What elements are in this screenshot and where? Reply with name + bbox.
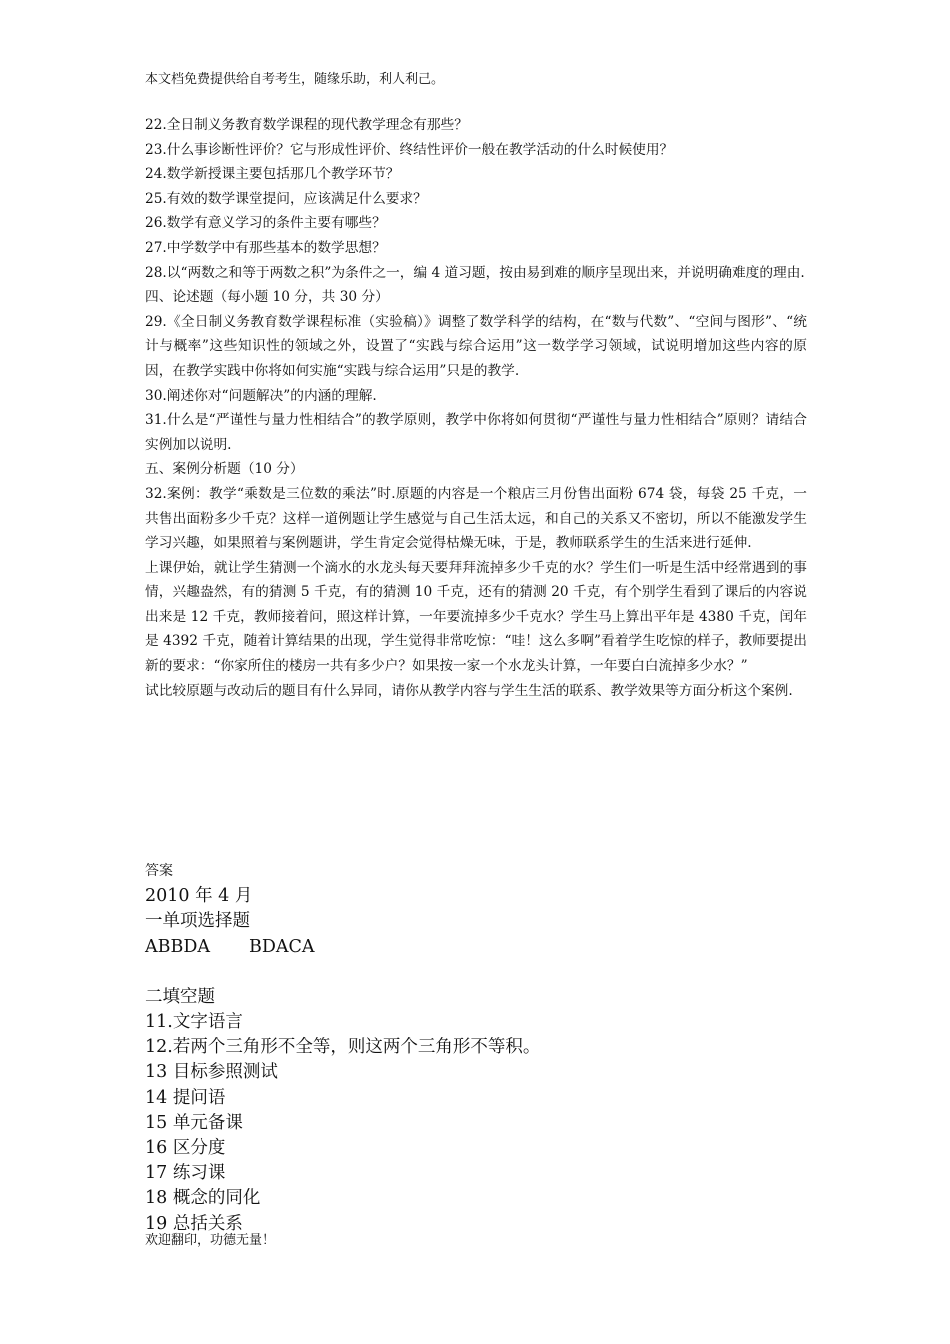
spacer bbox=[145, 960, 807, 985]
section2-title: 二填空题 bbox=[145, 986, 215, 1007]
answer-item: 11.文字语言 bbox=[145, 1012, 243, 1033]
case-task: 试比较原题与改动后的题目有什么异同，请你从教学内容与学生生活的联系、教学效果等方面分析这个案例. bbox=[145, 682, 793, 699]
question-27: 27.中学数学中有那些基本的数学思想？ bbox=[145, 239, 386, 256]
section-heading-case: 五、案例分析题（10 分） bbox=[145, 461, 304, 478]
answer-item: 17 练习课 bbox=[145, 1163, 226, 1184]
question-list bbox=[145, 113, 807, 703]
question-29: 29.《全日制义务教育数学课程标准（实验稿）》调整了数学科学的结构，在“数与代数”、“空间与图形”、“统计与概率”这些知识性的领域之外，设置了“实践与综合运用”这一数学学习领域，试说明增加这些内容的原因，在教学实践中你将如何实施“实践与综合运用”只是的教学. bbox=[145, 313, 807, 379]
answer-item: 19 总括关系 bbox=[145, 1213, 243, 1234]
answer-label: 答案 bbox=[145, 863, 173, 879]
page-footer: 欢迎翻印，功德无量！ bbox=[145, 1233, 276, 1248]
answer-item: 13 目标参照测试 bbox=[145, 1062, 278, 1083]
answer-item: 14 提问语 bbox=[145, 1087, 226, 1108]
question-28: 28.以“两数之和等于两数之积”为条件之一，编 4 道习题，按由易到难的顺序呈现出来，并说明确难度的理由. bbox=[145, 264, 805, 281]
answer-section bbox=[145, 859, 807, 1237]
question-23: 23.什么事诊断性评价？它与形成性评价、终结性评价一般在教学活动的什么时候使用？ bbox=[145, 141, 674, 158]
section-heading-essay: 四、论述题（每小题 10 分，共 30 分） bbox=[145, 289, 389, 306]
case-paragraph: 上课伊始，就让学生猜测一个滴水的水龙头每天要拜拜流掉多少千克的水？学生们一听是生活中经常遇到的事情，兴趣盎然，有的猜测 5 千克，有的猜测 10 千克，还有的猜测 20 千克，有个别学生看到了课后的内容说出来是 12 千克，教师接着问，照这样计算，一年要流掉多少千克水？学生马上算出平年是 4380 千克，闰年是 4392 千克，随着计算结果的出现，学生觉得非常吃惊：“哇！这么多啊”看着学生吃惊的样子，教师要提出新的要求：“你家所住的楼房一共有多少户？如果按一家一个水龙头计算，一年要白白流掉多少水？” bbox=[145, 559, 807, 675]
question-26: 26.数学有意义学习的条件主要有哪些？ bbox=[145, 215, 386, 232]
answer-item: 15 单元备课 bbox=[145, 1112, 243, 1133]
section1-title: 一单项选择题 bbox=[145, 911, 250, 932]
question-31: 31.什么是“严谨性与量力性相结合”的教学原则，教学中你将如何贯彻“严谨性与量力性相结合”原则？请结合实例加以说明. bbox=[145, 412, 807, 453]
question-24: 24.数学新授课主要包括那几个教学环节？ bbox=[145, 166, 400, 183]
question-25: 25.有效的数学课堂提问，应该满足什么要求？ bbox=[145, 190, 427, 207]
answer-item: 18 概念的同化 bbox=[145, 1188, 261, 1209]
answer-item: 12.若两个三角形不全等，则这两个三角形不等积。 bbox=[145, 1037, 541, 1058]
page-header: 本文档免费提供给自考考生，随缘乐助，利人利己。 bbox=[145, 72, 445, 87]
question-32: 32.案例：教学“乘数是三位数的乘法”时.原题的内容是一个粮店三月份售出面粉 674 袋，每袋 25 千克，一共售出面粉多少千克？这样一道例题让学生感觉与自己生活太远，和自己的关系又不密切，所以不能激发学生学习兴趣，如果照着与案例题讲，学生肯定会觉得枯燥无味，于是，教师联系学生的生活来进行延伸. bbox=[145, 485, 807, 552]
answer-date: 2010 年 4 月 bbox=[145, 886, 253, 907]
section1-answers: ABBDA BDACA bbox=[145, 936, 315, 957]
question-22: 22.全日制义务教育数学课程的现代教学理念有那些？ bbox=[145, 117, 468, 133]
question-30: 30.阐述你对“问题解决”的内涵的理解. bbox=[145, 387, 377, 404]
answer-item: 16 区分度 bbox=[145, 1138, 226, 1159]
